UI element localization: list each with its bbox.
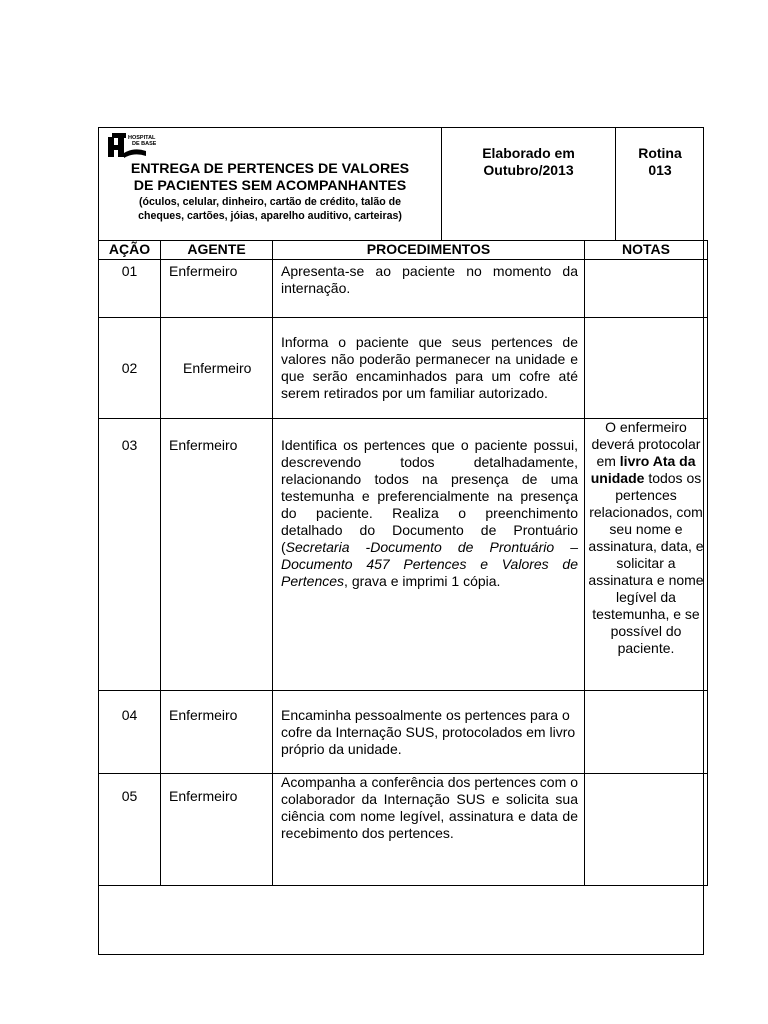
document-title: ENTREGA DE PERTENCES DE VALORES DE PACIENTES SEM ACOMPANHANTES [130, 161, 410, 194]
table-row [99, 318, 708, 419]
agente-cell: Enfermeiro [161, 318, 273, 419]
rotina-number: Rotina 013 [638, 145, 682, 178]
acao-cell: 05 [99, 774, 161, 886]
agente-cell: Enfermeiro [161, 691, 273, 774]
procedimento-cell: Acompanha a conferência dos pertences com o colaborador da Internação SUS e solicita sua ciência com nome legível, assinatura e data de recebimento dos pertences. [273, 774, 585, 886]
acao-cell: 01 [99, 260, 161, 318]
column-header-procedimentos: PROCEDIMENTOS [273, 241, 585, 260]
procedimento-cell: Apresenta-se ao paciente no momento da internação. [273, 260, 585, 318]
hospital-logo [106, 131, 156, 161]
procedimento-cell: Identifica os pertences que o paciente possui, descrevendo todos detalhadamente, relacionando todos na presença de uma testemunha e preferencialmente na presença do paciente. Realiza o preenchimento detalhado do Documento de Prontuário (Secretaria -Documento de Prontuário – Documento 457 Pertences e Valores de Pertences, grava e imprimi 1 cópia. [273, 419, 585, 691]
table-row [99, 774, 708, 886]
notas-cell [585, 691, 708, 774]
table-row [99, 691, 708, 774]
agente-cell: Enfermeiro [161, 260, 273, 318]
column-header-acao: AÇÃO [99, 241, 161, 260]
rotina-cell [616, 127, 704, 241]
elaborado-date: Elaborado em Outubro/2013 [482, 145, 575, 178]
notas-cell [585, 318, 708, 419]
title-cell [98, 127, 442, 241]
table-header-row [99, 241, 708, 260]
notas-cell [585, 260, 708, 318]
svg-text:HOSPITAL: HOSPITAL [128, 135, 156, 141]
procedimento-cell: Encaminha pessoalmente os pertences para o cofre da Internação SUS, protocolados em livro próprio da unidade. [273, 691, 585, 774]
notas-cell: O enfermeiro deverá protocolar em livro Ata da unidade todos os pertences relacionados, com seu nome e assinatura, data, e solicitar a assinatura e nome legível da testemunha, e se possível do paciente. [585, 419, 708, 691]
table-row [99, 260, 708, 318]
column-header-agente: AGENTE [161, 241, 273, 260]
svg-text:DE BASE: DE BASE [132, 141, 156, 147]
procedimento-cell: Informa o paciente que seus pertences de valores não poderão permanecer na unidade e que serão encaminhados para um cofre até serem retirados por um familiar autorizado. [273, 318, 585, 419]
document-header [98, 127, 704, 241]
acao-cell: 04 [99, 691, 161, 774]
column-header-notas: NOTAS [585, 241, 708, 260]
procedures-table [98, 240, 708, 886]
notas-cell [585, 774, 708, 886]
acao-cell: 02 [99, 318, 161, 419]
acao-cell: 03 [99, 419, 161, 691]
table-row [99, 419, 708, 691]
agente-cell: Enfermeiro [161, 774, 273, 886]
elaborado-cell [442, 127, 616, 241]
agente-cell: Enfermeiro [161, 419, 273, 691]
document-subtitle: (óculos, celular, dinheiro, cartão de crédito, talão de cheques, cartões, jóias, aparelho auditivo, carteiras) [138, 196, 402, 222]
